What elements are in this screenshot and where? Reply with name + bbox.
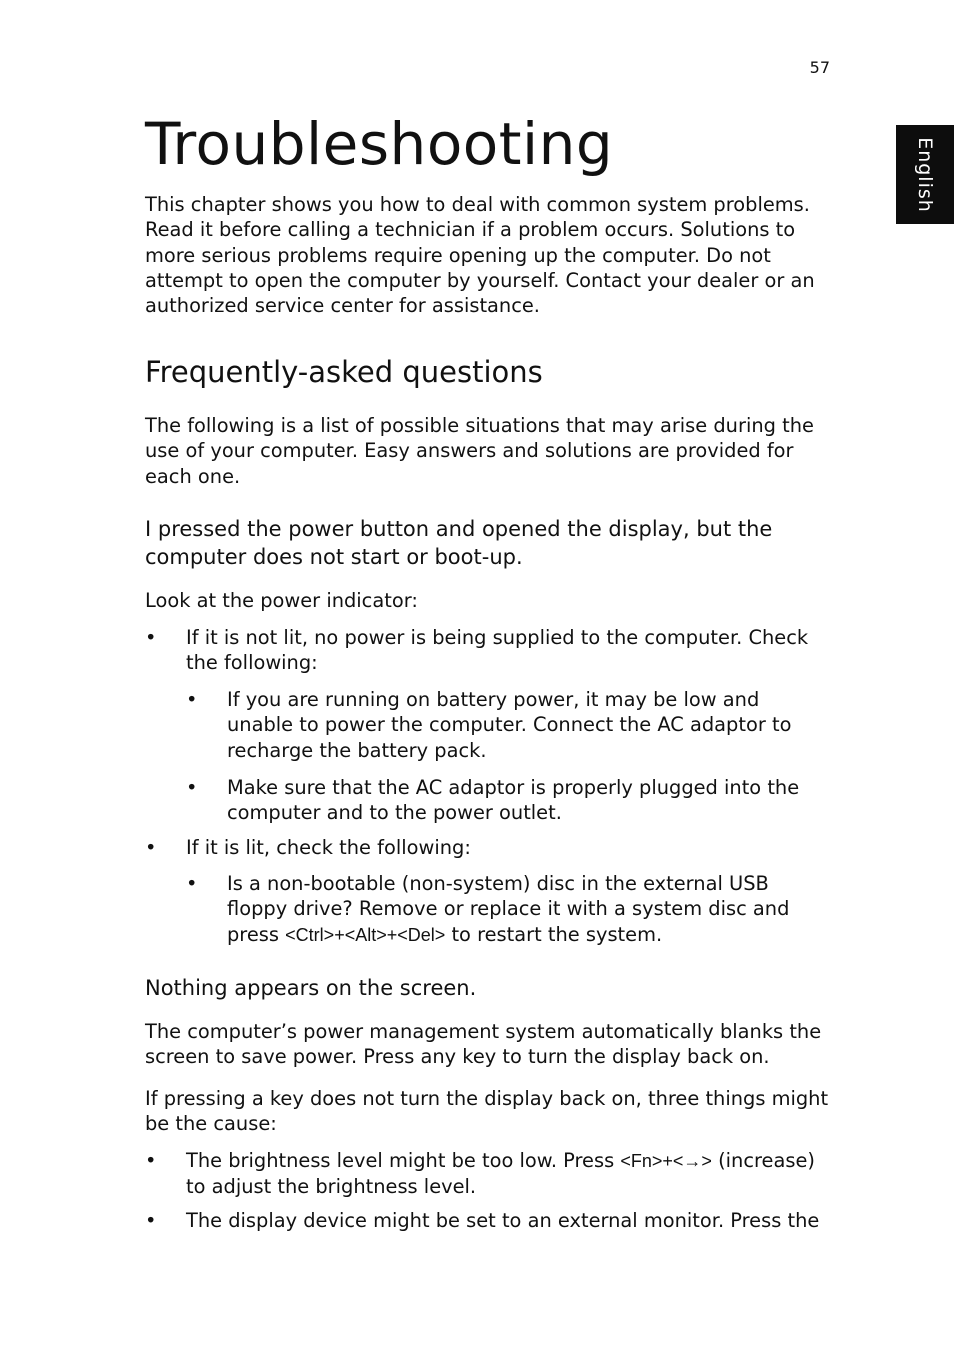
bullet-text (227, 871, 830, 948)
bullet-text: If it is lit, check the following: (186, 836, 471, 859)
bullet-mark: • (186, 688, 198, 711)
brightness-text-end: (increase) to adjust the brightness level. (186, 1149, 815, 1199)
question-blank-screen-heading: Nothing appears on the screen. (145, 976, 477, 1000)
brightness-text-start: The brightness level might be too low. Press (186, 1149, 615, 1172)
bullet-mark: • (186, 776, 198, 799)
bullet-text: If it is not lit, no power is being supplied to the computer. Check the following: (186, 626, 809, 675)
floppy-text-end: to restart the system. (451, 922, 663, 946)
bullet-text (186, 1148, 831, 1200)
bullet-text: Make sure that the AC adaptor is properly plugged into the computer and to the power outlet. (227, 776, 800, 825)
page-title: Troubleshooting (145, 110, 614, 178)
power-management-para: The computer’s power management system automatically blanks the screen to save power. Press any key to turn the display back on. (145, 1020, 822, 1069)
bullet-mark: • (145, 836, 157, 859)
floppy-text-start: Is a non-bootable (non-system) disc in the external USB floppy drive? Remove or replace it with a system disc and press (227, 872, 790, 946)
bullet-mark: • (145, 626, 157, 649)
fn-right-arrow-keys: <Fn>+<→> (620, 1151, 712, 1171)
faq-intro: The following is a list of possible situations that may arise during the use of your computer. Easy answers and solutions are provided for each one. (145, 414, 814, 488)
bullet-mark: • (186, 872, 198, 895)
bullet-text: If you are running on battery power, it may be low and unable to power the computer. Connect the AC adaptor to recharge the battery pack. (227, 688, 792, 762)
language-side-tab (896, 125, 954, 224)
page-number: 57 (809, 58, 830, 77)
bullet-mark: • (145, 1149, 157, 1172)
bullet-text: The display device might be set to an external monitor. Press the (186, 1209, 820, 1232)
faq-heading: Frequently-asked questions (145, 355, 543, 389)
power-indicator-lead: Look at the power indicator: (145, 589, 418, 612)
side-tab-label: English (914, 136, 936, 213)
ctrl-alt-del-keys: <Ctrl>+<Alt>+<Del> (285, 924, 446, 945)
bullet-mark: • (145, 1209, 157, 1232)
chapter-intro: This chapter shows you how to deal with common system problems. Read it before calling a technician if a problem occurs. Solutions to more serious problems require opening up the computer. Do not attempt to open the computer by yourself. Contact your dealer or an authorized service center for assistance. (145, 193, 815, 318)
three-causes-para: If pressing a key does not turn the display back on, three things might be the cause: (145, 1087, 829, 1136)
question-power-heading: I pressed the power button and opened the display, but the computer does not start or boot-up. (145, 517, 773, 569)
